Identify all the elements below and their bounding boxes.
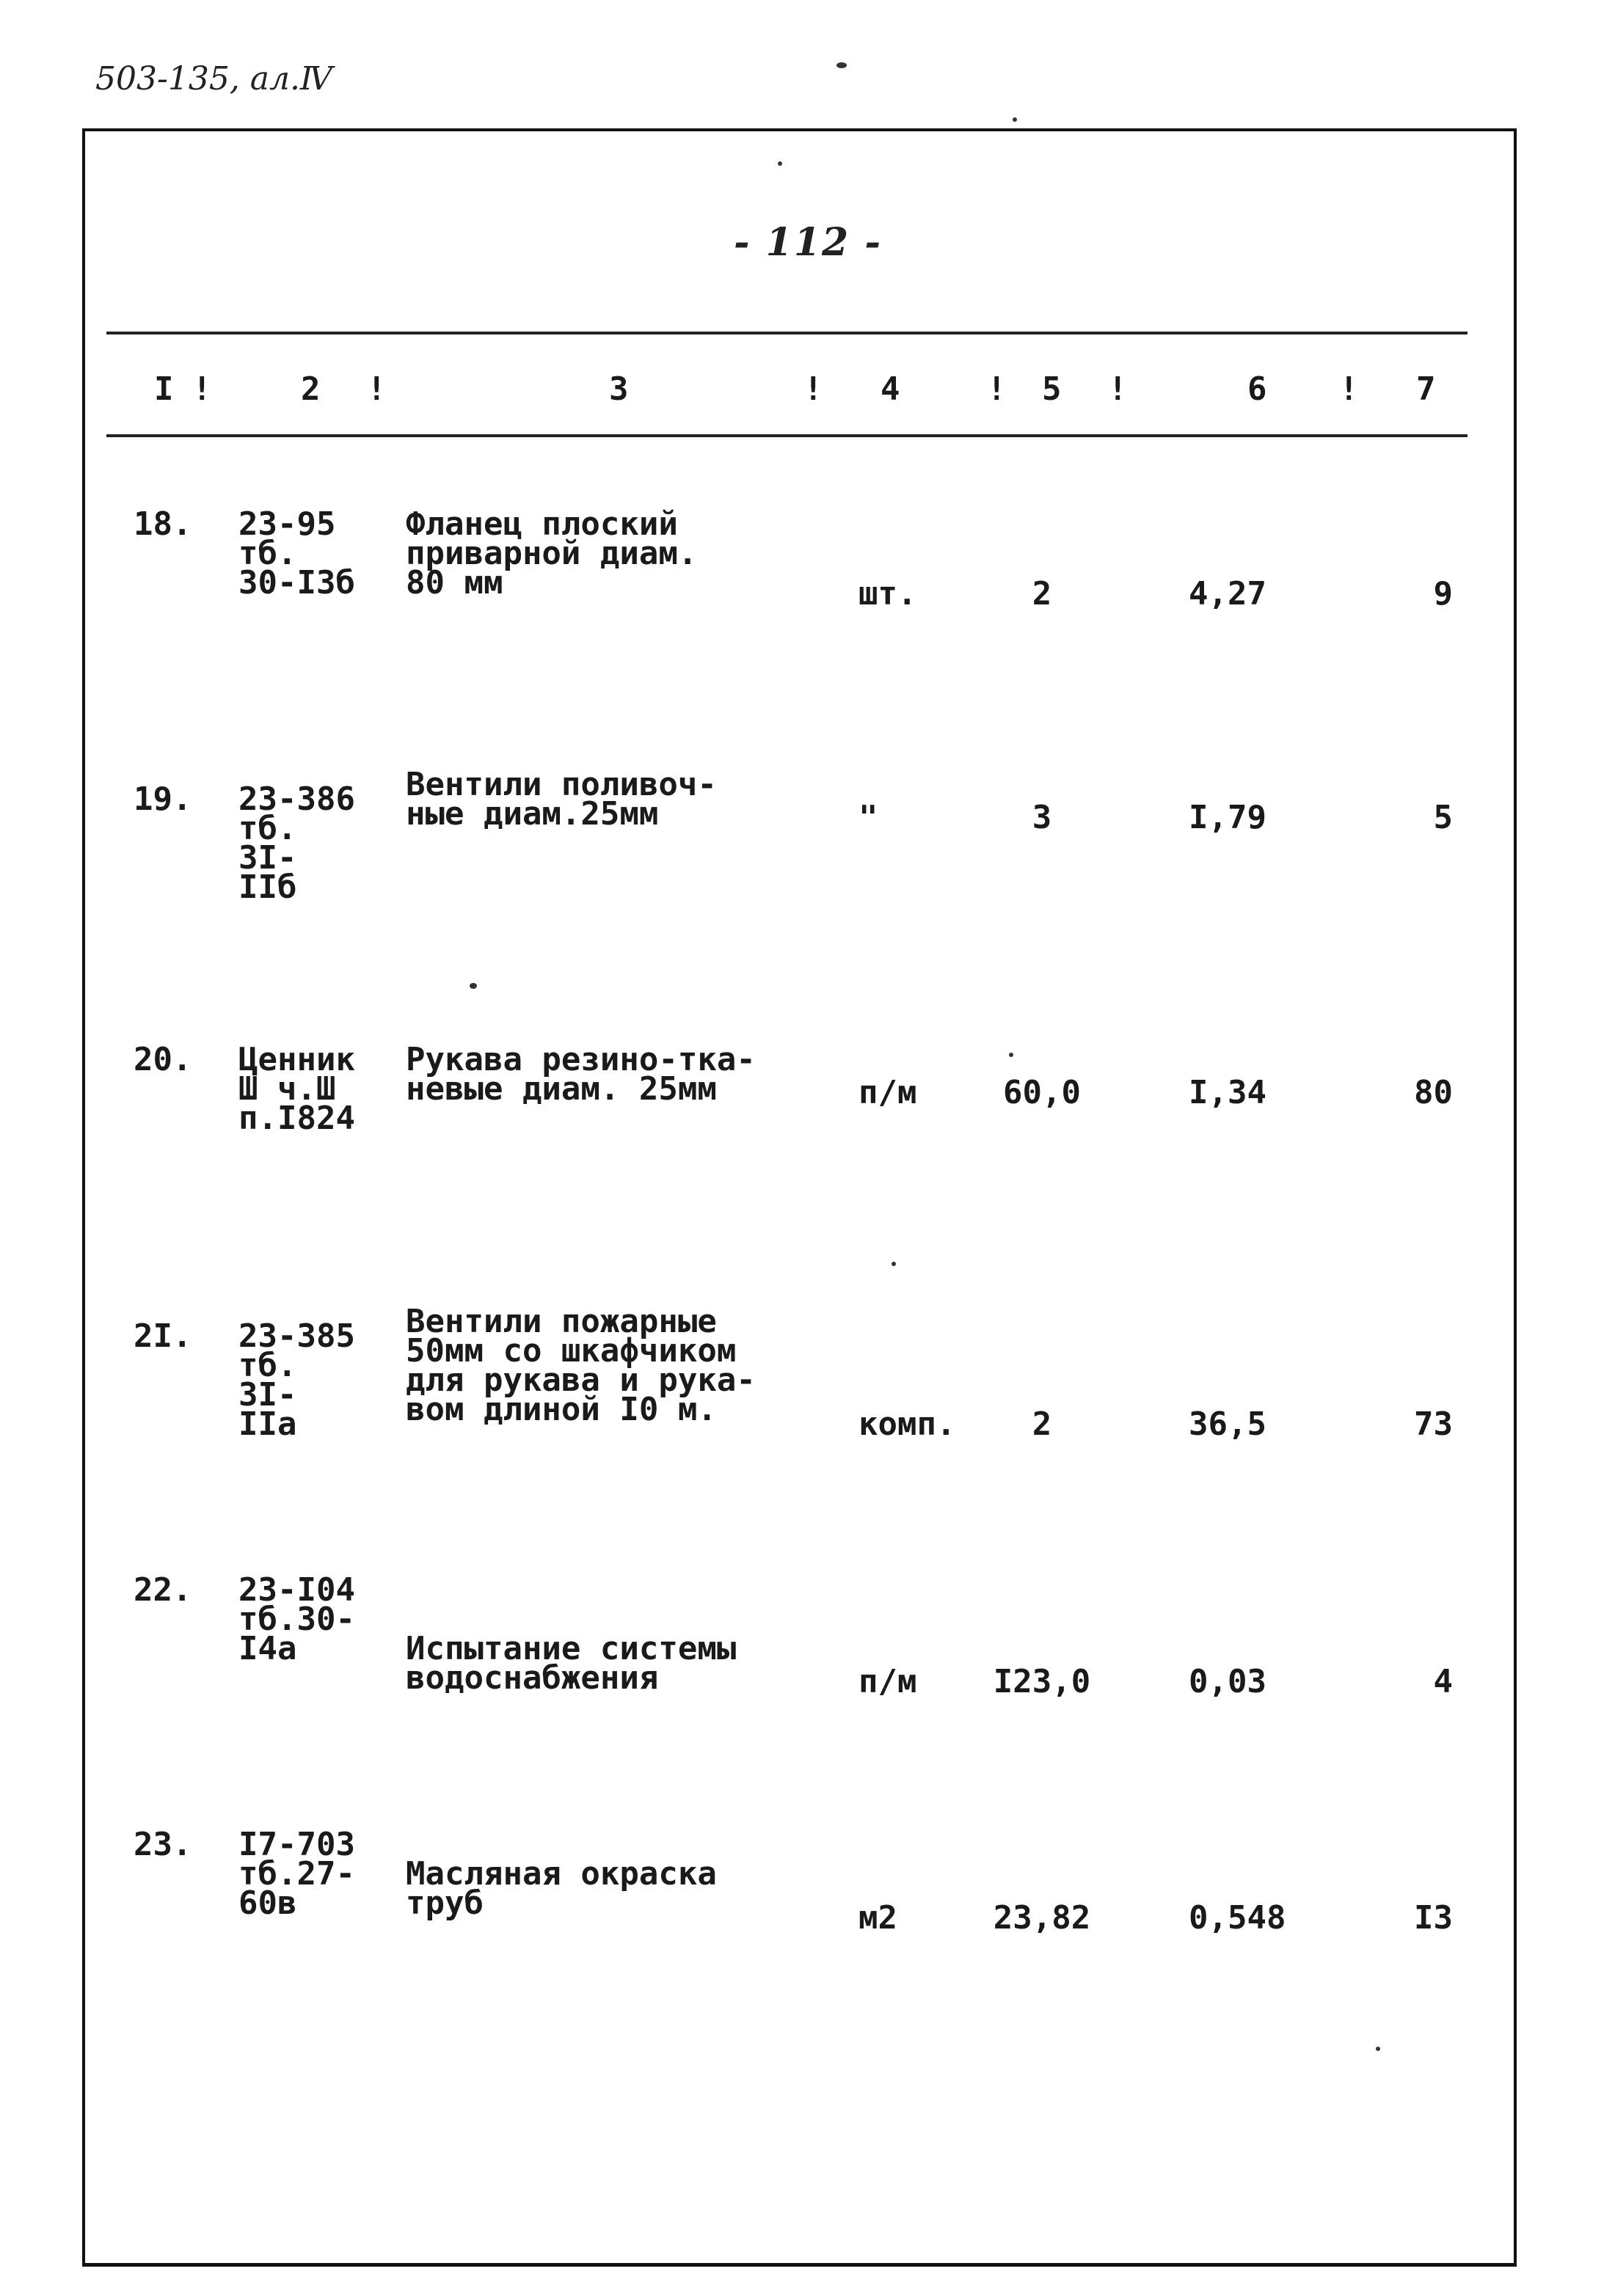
row-unit: м2	[858, 1899, 897, 1937]
row-code: Ценник Ш ч.Ш п.I824	[238, 1041, 355, 1137]
row-unit: комп.	[858, 1405, 956, 1443]
row-description: Масляная окраска труб	[406, 1855, 717, 1922]
column-header-2: 2	[301, 370, 321, 408]
column-header-4: 4	[881, 370, 900, 408]
row-quantity: 2	[1032, 575, 1052, 613]
row-unit: п/м	[858, 1074, 917, 1111]
row-number: 19.	[134, 780, 192, 818]
row-code: 23-385 тб. 3I- IIа	[238, 1317, 355, 1443]
scan-speck	[1009, 1053, 1013, 1057]
row-unit-price: 0,548	[1189, 1899, 1286, 1937]
column-separator: !	[987, 370, 1007, 408]
row-number: 23.	[134, 1826, 192, 1863]
row-unit-price: 4,27	[1189, 575, 1266, 613]
row-unit-price: 36,5	[1189, 1405, 1266, 1443]
row-quantity: 60,0	[1003, 1074, 1081, 1111]
row-code: 23-95 тб. 30-I3б	[238, 505, 355, 602]
document-frame	[82, 128, 1517, 2267]
row-unit: "	[858, 799, 878, 836]
scan-speck	[470, 983, 477, 989]
column-header-1: I	[154, 370, 174, 408]
row-unit-price: 0,03	[1189, 1663, 1266, 1700]
row-description: Вентили пожарные 50мм со шкафчиком для рукава и рука- вом длиной I0 м.	[406, 1303, 756, 1428]
column-header-7: 7	[1416, 370, 1436, 408]
row-quantity: 2	[1032, 1405, 1052, 1443]
scan-speck	[836, 62, 847, 68]
row-total: 80	[1414, 1074, 1453, 1111]
row-total: I3	[1414, 1899, 1453, 1937]
column-separator: !	[192, 370, 212, 408]
row-number: 20.	[134, 1041, 192, 1078]
row-quantity: I23,0	[993, 1663, 1091, 1700]
column-separator: !	[803, 370, 823, 408]
row-total: 73	[1414, 1405, 1453, 1443]
column-header-5: 5	[1042, 370, 1062, 408]
row-unit: шт.	[858, 575, 917, 613]
page-number: - 112 -	[734, 220, 882, 265]
row-total: 9	[1433, 575, 1453, 613]
row-unit: п/м	[858, 1663, 917, 1700]
row-code: 23-386 тб. 3I- IIб	[238, 780, 355, 906]
row-code: I7-703 тб.27- 60в	[238, 1826, 355, 1922]
row-unit-price: I,34	[1189, 1074, 1266, 1111]
column-separator: !	[1108, 370, 1128, 408]
column-separator: !	[367, 370, 387, 408]
scan-speck	[1376, 2047, 1380, 2051]
header-bottom-rule	[106, 434, 1468, 437]
scan-speck	[778, 161, 782, 166]
scan-speck	[892, 1262, 896, 1266]
row-description: Рукава резино-тка- невые диам. 25мм	[406, 1041, 756, 1108]
column-separator: !	[1339, 370, 1359, 408]
row-number: 2I.	[134, 1317, 192, 1355]
scan-speck	[1013, 117, 1017, 122]
row-description: Испытание системы водоснабжения	[406, 1630, 737, 1697]
column-header-3: 3	[609, 370, 629, 408]
row-total: 5	[1433, 799, 1453, 836]
row-description: Фланец плоский приварной диам. 80 мм	[406, 505, 698, 602]
column-header-6: 6	[1247, 370, 1267, 408]
header-top-rule	[106, 332, 1468, 334]
row-number: 18.	[134, 505, 192, 543]
row-unit-price: I,79	[1189, 799, 1266, 836]
row-quantity: 3	[1032, 799, 1052, 836]
row-number: 22.	[134, 1571, 192, 1609]
row-total: 4	[1433, 1663, 1453, 1700]
row-description: Вентили поливоч- ные диам.25мм	[406, 766, 717, 833]
row-code: 23-I04 тб.30- I4а	[238, 1571, 355, 1667]
row-quantity: 23,82	[993, 1899, 1091, 1937]
handwritten-reference-note: 503-135, ал.Ⅳ	[95, 60, 332, 98]
